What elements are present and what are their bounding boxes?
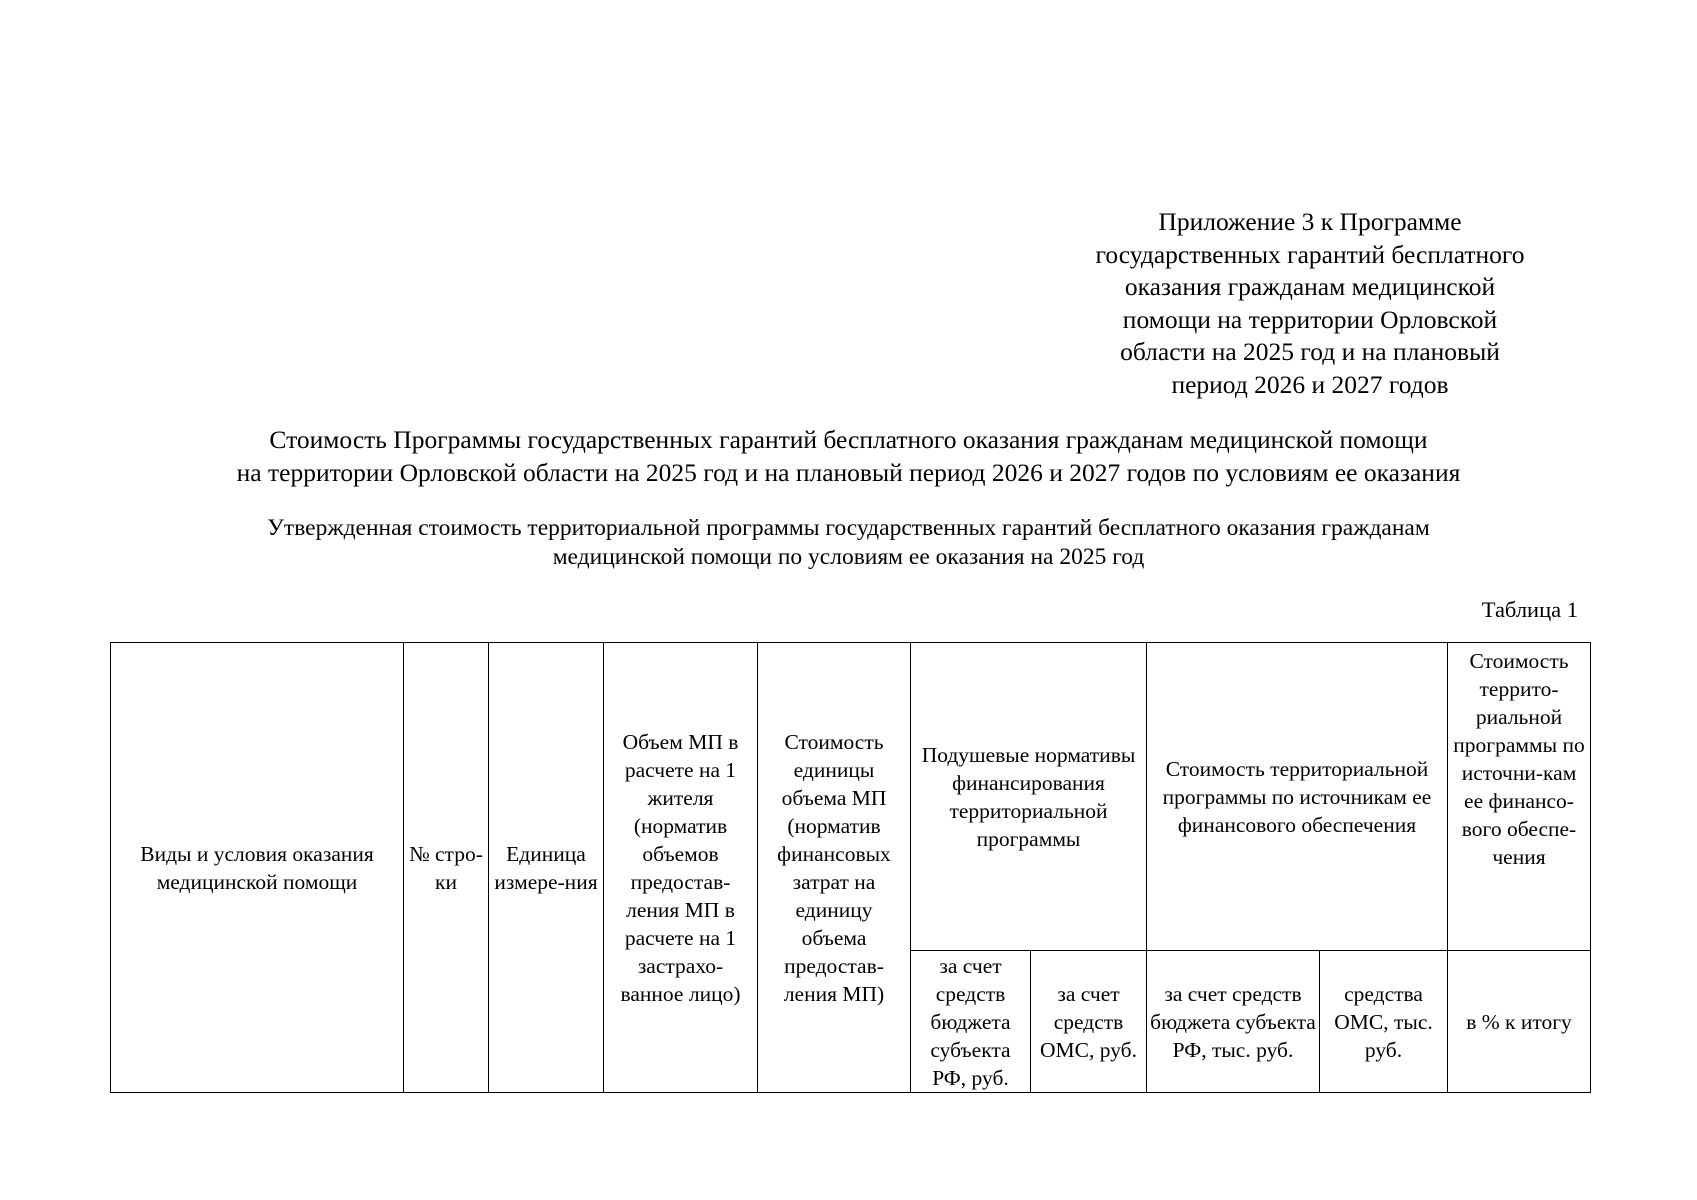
document-title: [100, 424, 1597, 489]
header-share: Стоимость террито-риальной программы по источни-кам ее финансо-вого обеспе-чения: [1448, 643, 1591, 951]
subheader-budget-rub: за счет средств бюджета субъекта РФ, руб.: [911, 951, 1031, 1093]
subheader-percent: в % к итогу: [1448, 951, 1591, 1093]
appendix-line: Приложение 3 к Программе: [1158, 207, 1462, 236]
header-volume: Объем МП в расчете на 1 жителя (норматив объемов предостав-ления МП в расчете на 1 застрахо-ванное лицо): [604, 643, 758, 1093]
header-program-cost: Стоимость территориальной программы по источникам ее финансового обеспечения: [1147, 643, 1448, 951]
subheader-budget-thousand: за счет средств бюджета субъекта РФ, тыс. руб.: [1147, 951, 1320, 1093]
header-kinds: Виды и условия оказания медицинской помощи: [111, 643, 404, 1093]
subheader-oms-rub: за счет средств ОМС, руб.: [1031, 951, 1147, 1093]
header-per-capita: Подушевые нормативы финансирования территориальной программы: [911, 643, 1147, 951]
title-line: Стоимость Программы государственных гарантий бесплатного оказания гражданам медицинской помощи: [269, 425, 1428, 454]
subtitle-line: медицинской помощи по условиям ее оказания на 2025 год: [552, 544, 1145, 570]
title-line: на территории Орловской области на 2025 год и на плановый период 2026 и 2027 годов по условиям ее оказания: [236, 457, 1461, 487]
header-unit-cost: Стоимость единицы объема МП (норматив финансовых затрат на единицу объема предостав-ления МП): [758, 643, 911, 1093]
appendix-line: области на 2025 год и на плановый: [1120, 337, 1500, 366]
header-row: [111, 643, 1591, 951]
header-row-number: № стро-ки: [404, 643, 489, 1093]
document-subtitle: [100, 514, 1597, 572]
subtitle-line: Утвержденная стоимость территориальной программы государственных гарантий бесплатного оказания гражданам: [267, 515, 1430, 541]
header-unit: Единица измере-ния: [489, 643, 604, 1093]
cost-table: [110, 642, 1591, 1093]
appendix-line: оказания гражданам медицинской: [1124, 272, 1496, 301]
subheader-oms-thousand: средства ОМС, тыс. руб.: [1320, 951, 1448, 1093]
appendix-line: помощи на территории Орловской: [1122, 304, 1498, 334]
appendix-header: [1040, 206, 1580, 401]
table-label: Таблица 1: [1481, 597, 1578, 622]
appendix-line: государственных гарантий бесплатного: [1095, 239, 1525, 269]
appendix-line: период 2026 и 2027 годов: [1171, 369, 1449, 399]
